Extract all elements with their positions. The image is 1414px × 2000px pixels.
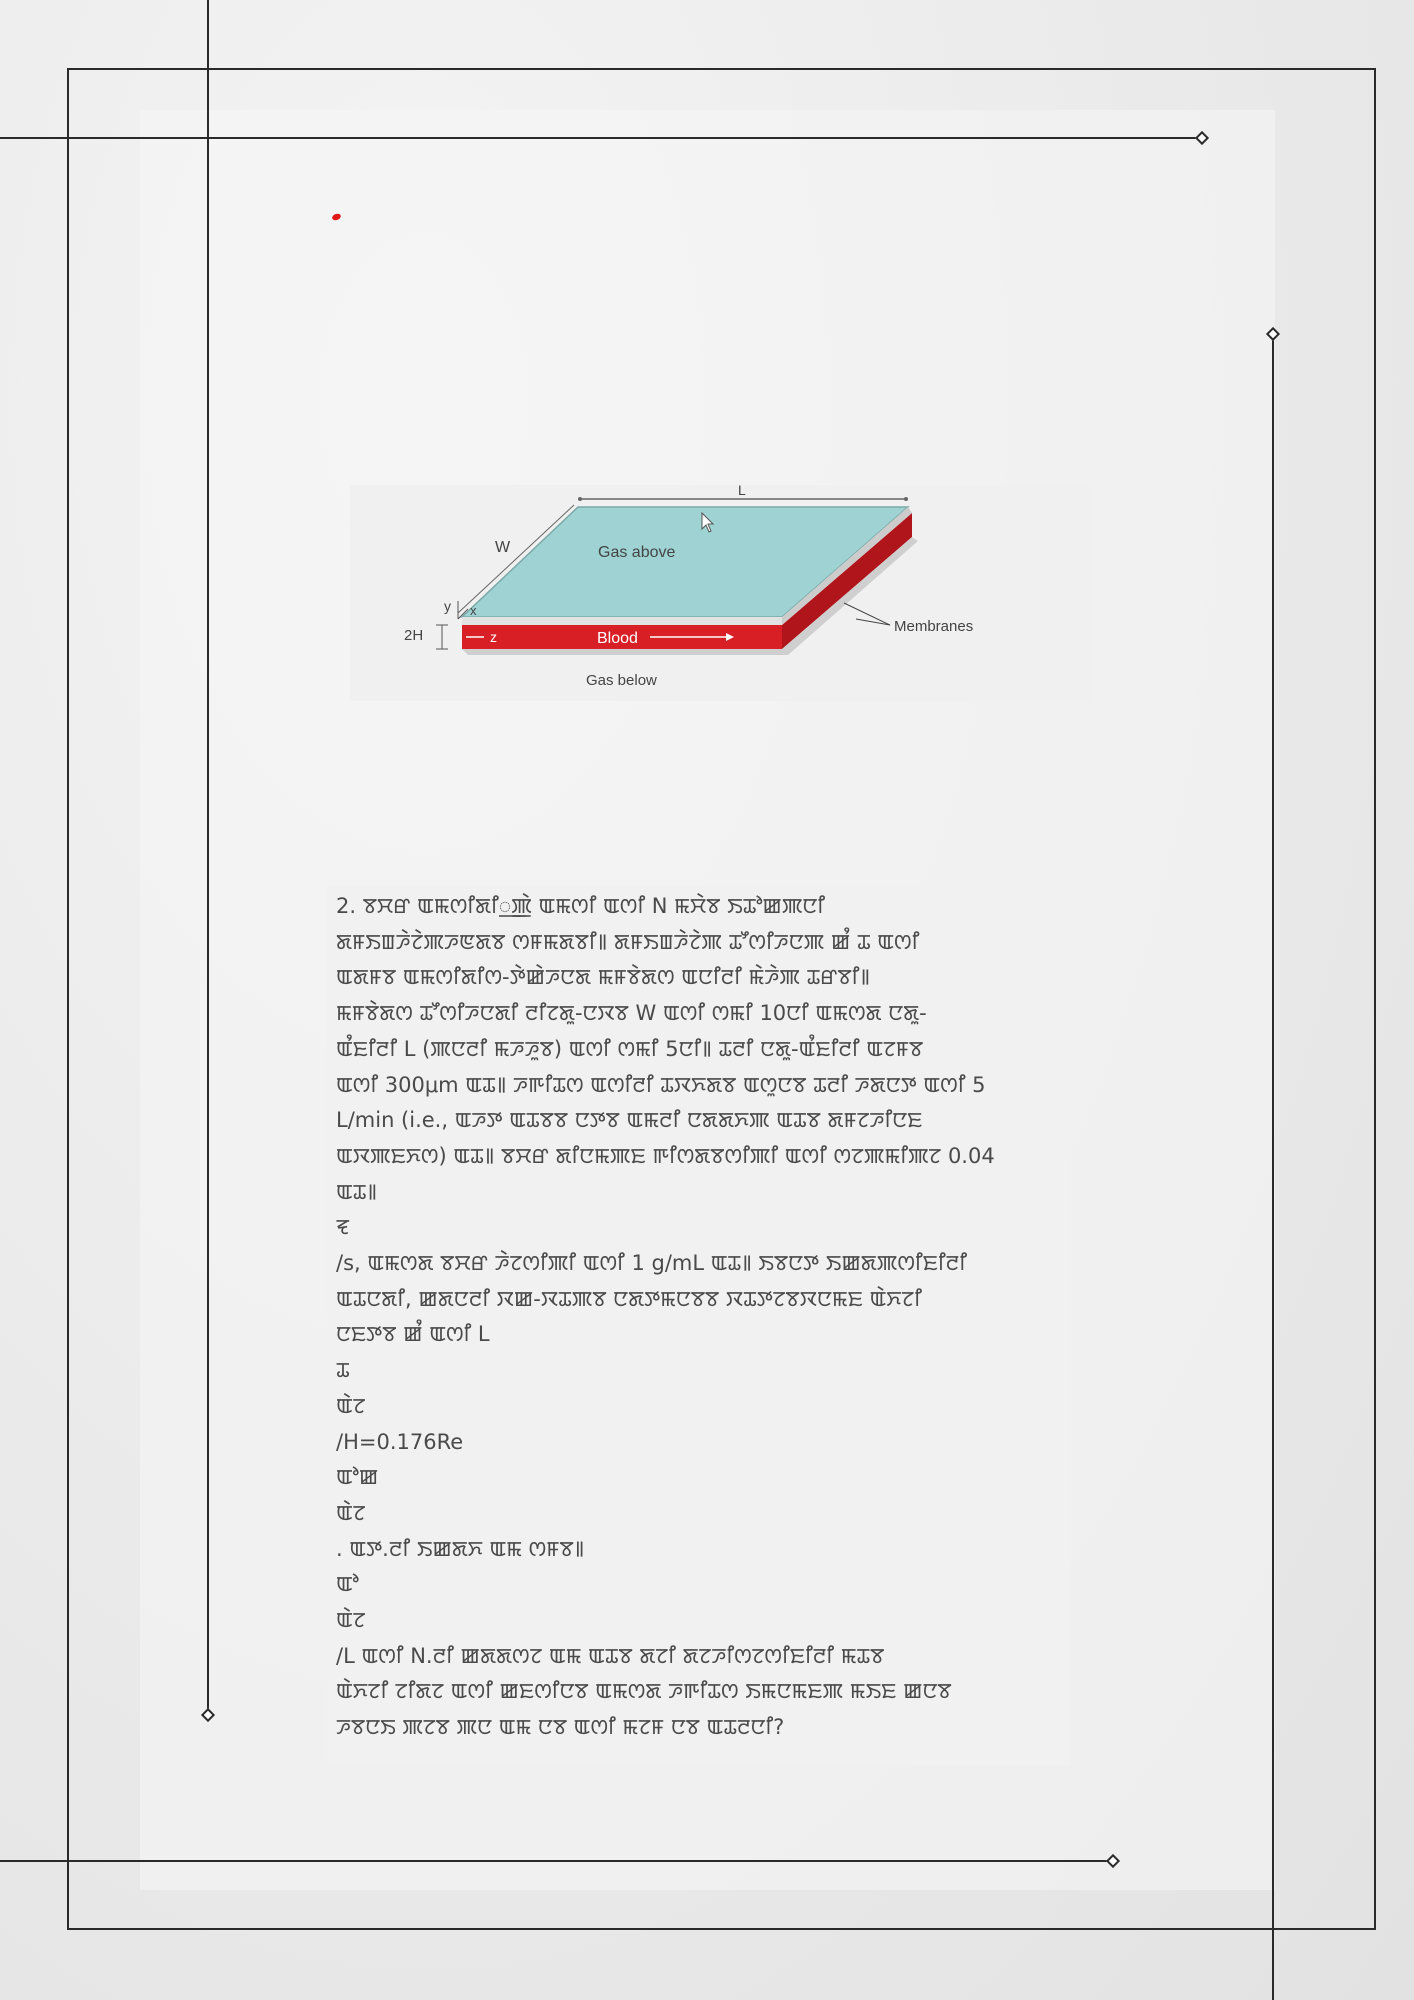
question-line: ꯑꯥꯖ: [336, 1393, 366, 1418]
question-line: /H=0.176Re: [336, 1429, 464, 1454]
question-line: 2. ꯕꯆꯔ ꯑꯃꯁꯤꯗꯤ꯭ꯄꯥ ꯑꯃꯁꯤ ꯑꯁꯤ N ꯃꯆꯥꯕ ꯏꯊꯣꯀꯄꯅꯤ: [336, 894, 826, 918]
question-line: ꯃꯝꯕꯥꯗꯁ ꯊꯧꯁꯤꯍꯅꯗꯤ ꯂꯤꯖꯗꯨ-ꯅꯋꯕ W ꯑꯁꯤ ꯁꯃꯤ 10ꯅꯤ ꯑꯃꯁꯗ ꯅꯗꯨ-: [336, 1001, 927, 1026]
left-vertical-line: [207, 0, 209, 1716]
question-line: ꯍꯕꯅꯏ ꯄꯖꯕ ꯄꯅ ꯑꯃ ꯅꯕ ꯑꯁꯤ ꯃꯖꯝ ꯅꯕ ꯑꯊꯂꯅꯤ?: [336, 1715, 785, 1740]
question-line: ꯑꯣꯀ: [336, 1465, 379, 1490]
question-line: ꯑꯥꯈꯖꯤ ꯖꯤꯗꯖ ꯑꯁꯤ ꯀꯐꯁꯤꯅꯕ ꯑꯃꯁꯗ ꯍꯒꯤꯊꯁ ꯏꯃꯅꯃꯐꯄ ꯃꯏꯐ ꯀꯅꯕ: [336, 1679, 952, 1704]
question-line: ꯑꯥꯖ: [336, 1500, 366, 1525]
question-line: ꯑꯋꯄꯐꯈꯁ) ꯑꯊ꯫ ꯕꯆꯔ ꯗꯤꯅꯃꯄꯐ ꯒꯤꯁꯗꯕꯁꯤꯄꯤ ꯑꯁꯤ ꯁꯖꯄꯃꯤꯄꯖ 0.04: [336, 1143, 995, 1168]
label-gas-below: Gas below: [586, 672, 657, 689]
question-line: ꯑꯊꯅꯗꯤ, ꯀꯗꯅꯂꯤ ꯋꯀ-ꯋꯊꯄꯕ ꯅꯗꯇꯃꯅꯕꯕ ꯋꯊꯇꯖꯕꯋꯅꯃꯐ ꯑꯥꯈꯖꯤ: [336, 1286, 922, 1311]
question-text: [336, 889, 1066, 1746]
question-line: /s, ꯑꯃꯁꯗ ꯕꯆꯔ ꯍꯥꯖꯁꯤꯄꯤ ꯑꯁꯤ 1 g/mL ꯑꯊ꯫ ꯏꯕꯅꯇ ꯏꯀꯗꯄꯁꯤꯐꯤꯂꯤ: [336, 1251, 967, 1276]
label-y: y: [444, 598, 451, 614]
label-L: L: [738, 485, 746, 498]
question-line: ꯅꯐꯇꯕ ꯀꯪ ꯑꯁꯤ L: [336, 1322, 490, 1347]
question-line: ꯑꯣ: [336, 1572, 359, 1597]
question-line: ꯑꯗꯝꯕ ꯑꯃꯁꯤꯗꯤꯁ-ꯇꯥꯀꯥꯍꯅꯗ ꯃꯝꯕꯥꯗꯁ ꯑꯅꯤꯂꯤ ꯃꯥꯍꯥꯄ ꯊꯔꯕꯤ꯫: [336, 965, 871, 990]
right-vertical-line: [1272, 334, 1274, 2000]
question-line: . ꯑꯇ.ꯂꯤ ꯏꯀꯗꯈ ꯑꯃ ꯁꯝꯕ꯫: [336, 1536, 585, 1561]
question-line: ꯊ: [336, 1358, 350, 1383]
question-line: L/min (i.e., ꯑꯍꯇ ꯑꯊꯕꯕ ꯅꯇꯕ ꯑꯃꯂꯤ ꯅꯗꯗꯈꯄ ꯑꯊꯕ ꯗꯝꯖꯍꯤꯅꯐ: [336, 1108, 923, 1133]
bottom-horizontal-line: [0, 1860, 1113, 1862]
label-2H: 2H: [404, 627, 424, 644]
question-line: ꯑꯊ꯫: [336, 1179, 378, 1204]
question-line: ꯑꯁꯤ 300μm ꯑꯊ꯫ ꯍꯒꯤꯊꯁ ꯑꯁꯤꯂꯤ ꯊꯋꯈꯗꯕ ꯑꯁꯨꯅꯕ ꯊꯂꯤ ꯍꯗꯅꯇ ꯑꯁꯤ 5: [336, 1072, 986, 1097]
question-line: /L ꯑꯁꯤ N.ꯂꯤ ꯀꯗꯗꯁꯖ ꯑꯃ ꯑꯊꯕ ꯗꯖꯤ ꯗꯖꯍꯤꯁꯖꯁꯤꯐꯤꯂꯤ ꯃꯊꯕ: [336, 1643, 885, 1668]
question-line: ꯑꯪꯐꯤꯂꯤ L (ꯄꯅꯂꯤ ꯃꯍꯍꯨꯕ) ꯑꯁꯤ ꯁꯃꯤ 5ꯅꯤ꯫ ꯊꯂꯤ ꯅꯗꯨ-ꯑꯪꯐꯤꯂꯤ ꯑꯖꯝꯕ: [336, 1036, 924, 1061]
label-gas-above: Gas above: [598, 544, 676, 561]
label-W: W: [495, 539, 511, 556]
channel-diagram: [350, 485, 1092, 701]
top-horizontal-line: [0, 137, 1202, 139]
label-x: x: [470, 603, 477, 618]
label-membranes: Membranes: [894, 618, 974, 635]
question-line: ꯑꯥꯖ: [336, 1608, 366, 1633]
question-line: ꯓ: [336, 1215, 350, 1240]
label-blood: Blood: [597, 630, 638, 647]
label-z: z: [490, 629, 497, 645]
question-line: ꯗꯝꯏꯡꯍꯥꯖꯥꯄꯍꯟꯗꯕ ꯁꯝꯃꯗꯕꯤ꯫ ꯗꯝꯏꯡꯍꯥꯖꯥꯄ ꯊꯧꯁꯤꯍꯅꯄ ꯀꯪ ꯊ ꯑꯁꯤ: [336, 929, 920, 954]
